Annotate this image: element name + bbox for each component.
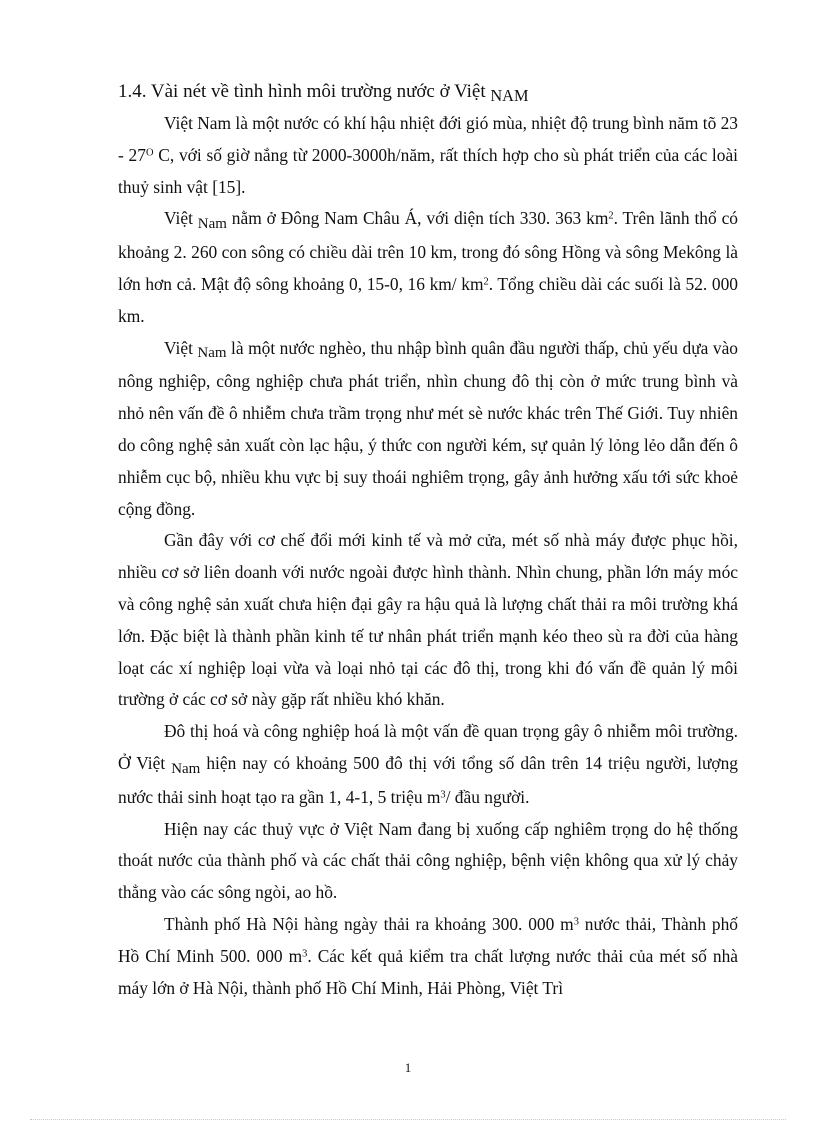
- paragraph-text: Việt Nam là một nước có khí hậu nhiệt đới gió mùa, nhiệt độ trung bình năm tõ 23 - 27: [118, 113, 739, 165]
- paragraph-geography: [118, 203, 738, 332]
- paragraph-text: . Các kết quả kiểm tra chất lượng nước thải của mét số nhà máy lớn ở Hà Nội, thành phố Hồ Chí Minh, Hải Phòng, Việt Trì: [118, 945, 738, 998]
- heading-country-word: NAM: [490, 86, 529, 106]
- paragraph-text: nằm ở Đông Nam Châu Á, với diện tích 330. 363 km: [226, 208, 609, 229]
- page-bottom-divider: [30, 1119, 786, 1120]
- superscript: 3: [302, 947, 308, 959]
- paragraph-water-bodies: Hiện nay các thuỷ vực ở Việt Nam đang bị xuống cấp nghiêm trọng do hệ thống thoát nước của thành phố và các chất thải công nghiệp, bệnh viện không qua xử lý chảy thẳng vào các sông ngòi, ao hồ.: [118, 818, 738, 903]
- country-word: Nam: [197, 216, 227, 233]
- degree-mark: O: [145, 147, 154, 159]
- section-heading: [118, 77, 738, 107]
- paragraph-text: . Trên lãnh thổ có khoảng 2. 260 con sông có chiều dài trên 10 km, trong đó sông Hồng và sông Mekông là lớn hơn cả. Mật độ sông khoảng 0, 15-0, 16 km/ km: [118, 208, 739, 294]
- paragraph-wastewater: [118, 909, 738, 1004]
- paragraph-text: là một nước nghèo, thu nhập bình quân đầu người thấp, chủ yếu dựa vào nông nghiệp, công nghiệp chưa phát triển, nhìn chung đô thị còn ở mức trung bình và nhỏ nên vấn đề ô nhiễm chưa trầm trọng như mét sè nước khác trên Thế Giới. Tuy nhiên do công nghệ sản xuất còn lạc hậu, ý thức con người kém, sự quản lý lỏng lẻo dẫn đến ô nhiễm cục bộ, nhiều khu vực bị suy thoái nghiêm trọng, gây ảnh hưởng xấu tới sức khoẻ cộng đồng.: [118, 337, 738, 519]
- paragraph-text: C, với số giờ nắng từ 2000-3000h/năm, rất thích hợp cho sù phát triển của các loài thuỷ sinh vật [15].: [118, 144, 739, 197]
- body-text: [118, 108, 738, 1004]
- page-number: 1: [404, 1060, 412, 1075]
- superscript: 2: [608, 210, 614, 222]
- country-word: Nam: [171, 760, 201, 777]
- paragraph-text: Thành phố Hà Nội hàng ngày thải ra khoảng 300. 000 m: [164, 913, 574, 934]
- paragraph-economy: [118, 333, 738, 526]
- paragraph-text: Việt: [164, 337, 198, 358]
- superscript: 3: [440, 789, 446, 800]
- paragraph-text: nước thải, Thành phố Hồ Chí Minh 500. 000 m: [118, 913, 738, 966]
- superscript: 2: [483, 276, 489, 288]
- paragraph-reform: Gần đây với cơ chế đổi mới kinh tế và mở cửa, mét số nhà máy được phục hồi, nhiều cơ sở liên doanh với nước ngoài được hình thành. Nhìn chung, phần lớn máy móc và công nghệ sản xuất chưa hiện đại gây ra hậu quả là lượng chất thải ra môi trường khá lớn. Đặc biệt là thành phần kinh tế tư nhân phát triển mạnh kéo theo sù ra đời của hàng loạt các xí nghiệp loại vừa và loại nhỏ tại các đô thị, trong khi đó vấn đề quản lý môi trường ở các cơ sở này gặp rất nhiều khó khăn.: [118, 530, 738, 710]
- country-word: Nam: [197, 345, 227, 362]
- paragraph-climate: [118, 108, 738, 203]
- paragraph-text: / đầu người.: [445, 786, 530, 807]
- superscript: 3: [573, 916, 579, 928]
- paragraph-text: Việt: [164, 208, 198, 229]
- heading-text: 1.4. Vài nét về tình hình môi trường nước ở Việt: [118, 81, 491, 102]
- paragraph-text: hiện nay có khoảng 500 đô thị với tổng số dân trên 14 triệu người, lượng nước thải sinh hoạt tạo ra gần 1, 4-1, 5 triệu m: [118, 752, 738, 807]
- paragraph-text: Đô thị hoá và công nghiệp hoá là một vấn đề quan trọng gây ô nhiễm môi trường. Ở Việt: [118, 721, 738, 773]
- paragraph-text: . Tổng chiều dài các suối là 52. 000 km.: [118, 273, 739, 326]
- paragraph-urbanization: [118, 716, 738, 813]
